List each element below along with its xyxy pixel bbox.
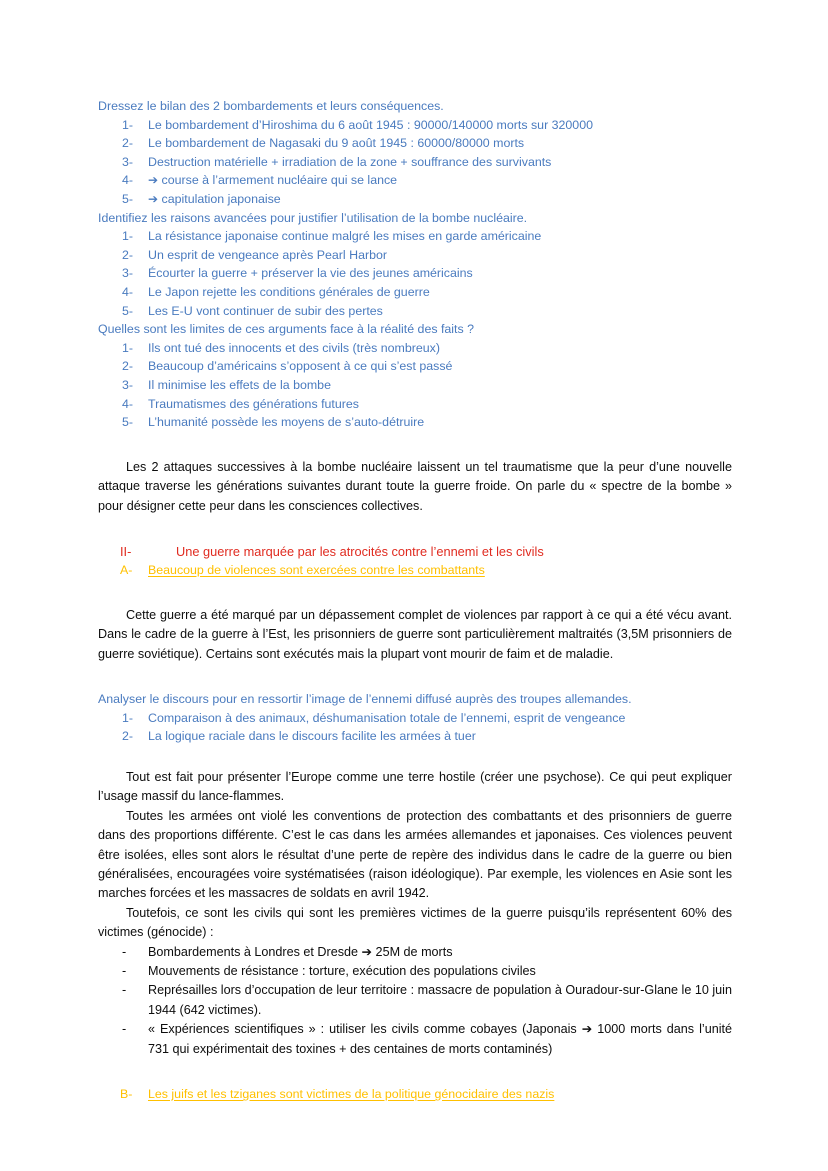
list-item (98, 943, 732, 962)
list-marker: 1- (122, 117, 134, 132)
list-text: La logique raciale dans le discours facilite les armées à tuer (148, 729, 476, 744)
body-paragraph-2: Cette guerre a été marqué par un dépassement complet de violences par rapport à ce qui a été vécu avant. Dans le cadre de la guerre à l’Est, les prisonniers de guerre sont particulièrement maltraités (3,5M prisonniers de guerre soviétique). Certains sont exécutés mais la plupart vont mourir de faim et de maladie. (98, 607, 732, 661)
list-text: La résistance japonaise continue malgré les mises en garde américaine (148, 229, 542, 244)
list-item (98, 395, 732, 414)
list-item (98, 302, 732, 321)
heading-text: Les juifs et les tziganes sont victimes de la politique génocidaire des nazis (148, 1087, 555, 1101)
list-item (98, 339, 732, 358)
document-body (98, 97, 732, 1104)
list-item (98, 190, 732, 209)
list-text: Bombardements à Londres et Dresde ➔ 25M de morts (148, 944, 453, 959)
list-text: Destruction matérielle + irradiation de la zone + souffrance des survivants (148, 154, 552, 169)
list-text: Il minimise les effets de la bombe (148, 377, 331, 392)
list-text: Les E-U vont continuer de subir des pertes (148, 303, 383, 318)
list-marker: - (122, 963, 127, 978)
list-text: course à l’armement nucléaire qui se lance (161, 173, 398, 188)
prompt-question-4: Analyser le discours pour en ressortir l’image de l’ennemi diffusé auprès des troupes allemandes. (98, 692, 632, 707)
list-item (98, 134, 732, 153)
list-item (98, 283, 732, 302)
list-marker: - (122, 1022, 127, 1037)
list-text: Le Japon rejette les conditions générales de guerre (148, 284, 430, 299)
right-arrow-icon: ➔ (148, 173, 159, 188)
list-marker: 4- (122, 284, 134, 299)
list-item (98, 376, 732, 395)
list-item (98, 264, 732, 283)
list-marker: 5- (122, 191, 134, 206)
prompt-question-2: Identifiez les raisons avancées pour justifier l’utilisation de la bombe nucléaire. (98, 210, 528, 225)
list-text: Le bombardement d’Hiroshima du 6 août 1945 : 90000/140000 morts sur 320000 (148, 117, 593, 132)
heading-text: Une guerre marquée par les atrocités contre l’ennemi et les civils (176, 543, 544, 559)
list-text: capitulation japonaise (161, 191, 281, 206)
body-paragraph-5: Toutefois, ce sont les civils qui sont les premières victimes de la guerre puisqu’ils représentent 60% des victimes (génocide) : (98, 905, 732, 940)
list-item (98, 727, 732, 746)
body-paragraph-4: Toutes les armées ont violé les conventions de protection des combattants et des prisonniers de guerre dans des proportions différente. C’est le cas dans les armées allemandes et japonaises. Ces violences peuvent être isolées, elles sont alors le résultat d’une perte de repère des individus dans le cadre de la guerre ou bien généralisées, encouragées voire systématisées (raison idéologique). Par exemple, les violences en Asie sont les marches forcées et les massacres de soldats en avril 1942. (98, 808, 732, 901)
list-marker: 2- (122, 247, 134, 262)
list-text: L’humanité possède les moyens de s’auto-détruire (148, 415, 425, 430)
list-item (98, 981, 732, 1020)
list-item (98, 227, 732, 246)
list-text: Mouvements de résistance : torture, exécution des populations civiles (148, 963, 536, 978)
list-item (98, 357, 732, 376)
list-marker: 3- (122, 154, 134, 169)
right-arrow-icon: ➔ (148, 191, 159, 206)
list-marker: - (122, 983, 127, 998)
list-marker: 1- (122, 229, 134, 244)
section-heading-A (98, 561, 732, 580)
prompt-list-3 (98, 339, 732, 432)
section-heading-II (98, 542, 732, 561)
list-text: « Expériences scientifiques » : utiliser les civils comme cobayes (Japonais ➔ 1000 morts dans l’unité 731 qui expérimentait des toxines + des centaines de morts contaminés) (148, 1022, 732, 1056)
list-marker: 4- (122, 173, 134, 188)
list-text: Écourter la guerre + préserver la vie des jeunes américains (148, 266, 473, 281)
heading-marker: A- (120, 562, 133, 577)
list-item (98, 709, 732, 728)
list-marker: 3- (122, 377, 134, 392)
list-marker: 4- (122, 396, 134, 411)
list-marker: 5- (122, 303, 134, 318)
list-text: Beaucoup d’américains s’opposent à ce qui s’est passé (148, 359, 453, 374)
list-item (98, 246, 732, 265)
heading-marker: II- (120, 543, 132, 559)
list-item (98, 962, 732, 981)
list-item (98, 413, 732, 432)
body-paragraph-1: Les 2 attaques successives à la bombe nucléaire laissent un tel traumatisme que la peur d’une nouvelle attaque traverse les générations suivantes durant toute la guerre froide. On parle du « spectre de la bombe » pour désigner cette peur dans les consciences collectives. (98, 459, 732, 513)
list-item (98, 1020, 732, 1059)
list-text: Ils ont tué des innocents et des civils (très nombreux) (148, 340, 441, 355)
list-item (98, 116, 732, 135)
list-marker: 1- (122, 710, 134, 725)
list-item (98, 171, 732, 190)
list-item (98, 153, 732, 172)
list-marker: 5- (122, 415, 134, 430)
list-marker: 2- (122, 729, 134, 744)
list-marker: 2- (122, 359, 134, 374)
heading-marker: B- (120, 1087, 133, 1101)
prompt-question-1: Dressez le bilan des 2 bombardements et leurs conséquences. (98, 99, 444, 113)
prompt-list-1 (98, 116, 732, 209)
prompt-list-4 (98, 709, 732, 746)
list-marker: 3- (122, 266, 134, 281)
section-heading-B (98, 1085, 732, 1104)
list-marker: - (122, 944, 127, 959)
list-text: Traumatismes des générations futures (148, 396, 359, 411)
prompt-list-2 (98, 227, 732, 320)
dash-bullet-list (98, 943, 732, 1059)
list-text: Un esprit de vengeance après Pearl Harbor (148, 247, 387, 262)
prompt-question-3: Quelles sont les limites de ces arguments face à la réalité des faits ? (98, 322, 475, 337)
list-text: Le bombardement de Nagasaki du 9 août 1945 : 60000/80000 morts (148, 136, 525, 151)
list-text: Représailles lors d’occupation de leur territoire : massacre de population à Ouradour-sur-Glane le 10 juin 1944 (642 victimes). (148, 983, 732, 1017)
list-marker: 1- (122, 340, 134, 355)
body-paragraph-3: Tout est fait pour présenter l’Europe comme une terre hostile (créer une psychose). Ce qui peut expliquer l’usage massif du lance-flammes. (98, 769, 732, 804)
list-text: Comparaison à des animaux, déshumanisation totale de l’ennemi, esprit de vengeance (148, 710, 626, 725)
heading-text: Beaucoup de violences sont exercées contre les combattants (148, 562, 485, 577)
list-marker: 2- (122, 136, 134, 151)
